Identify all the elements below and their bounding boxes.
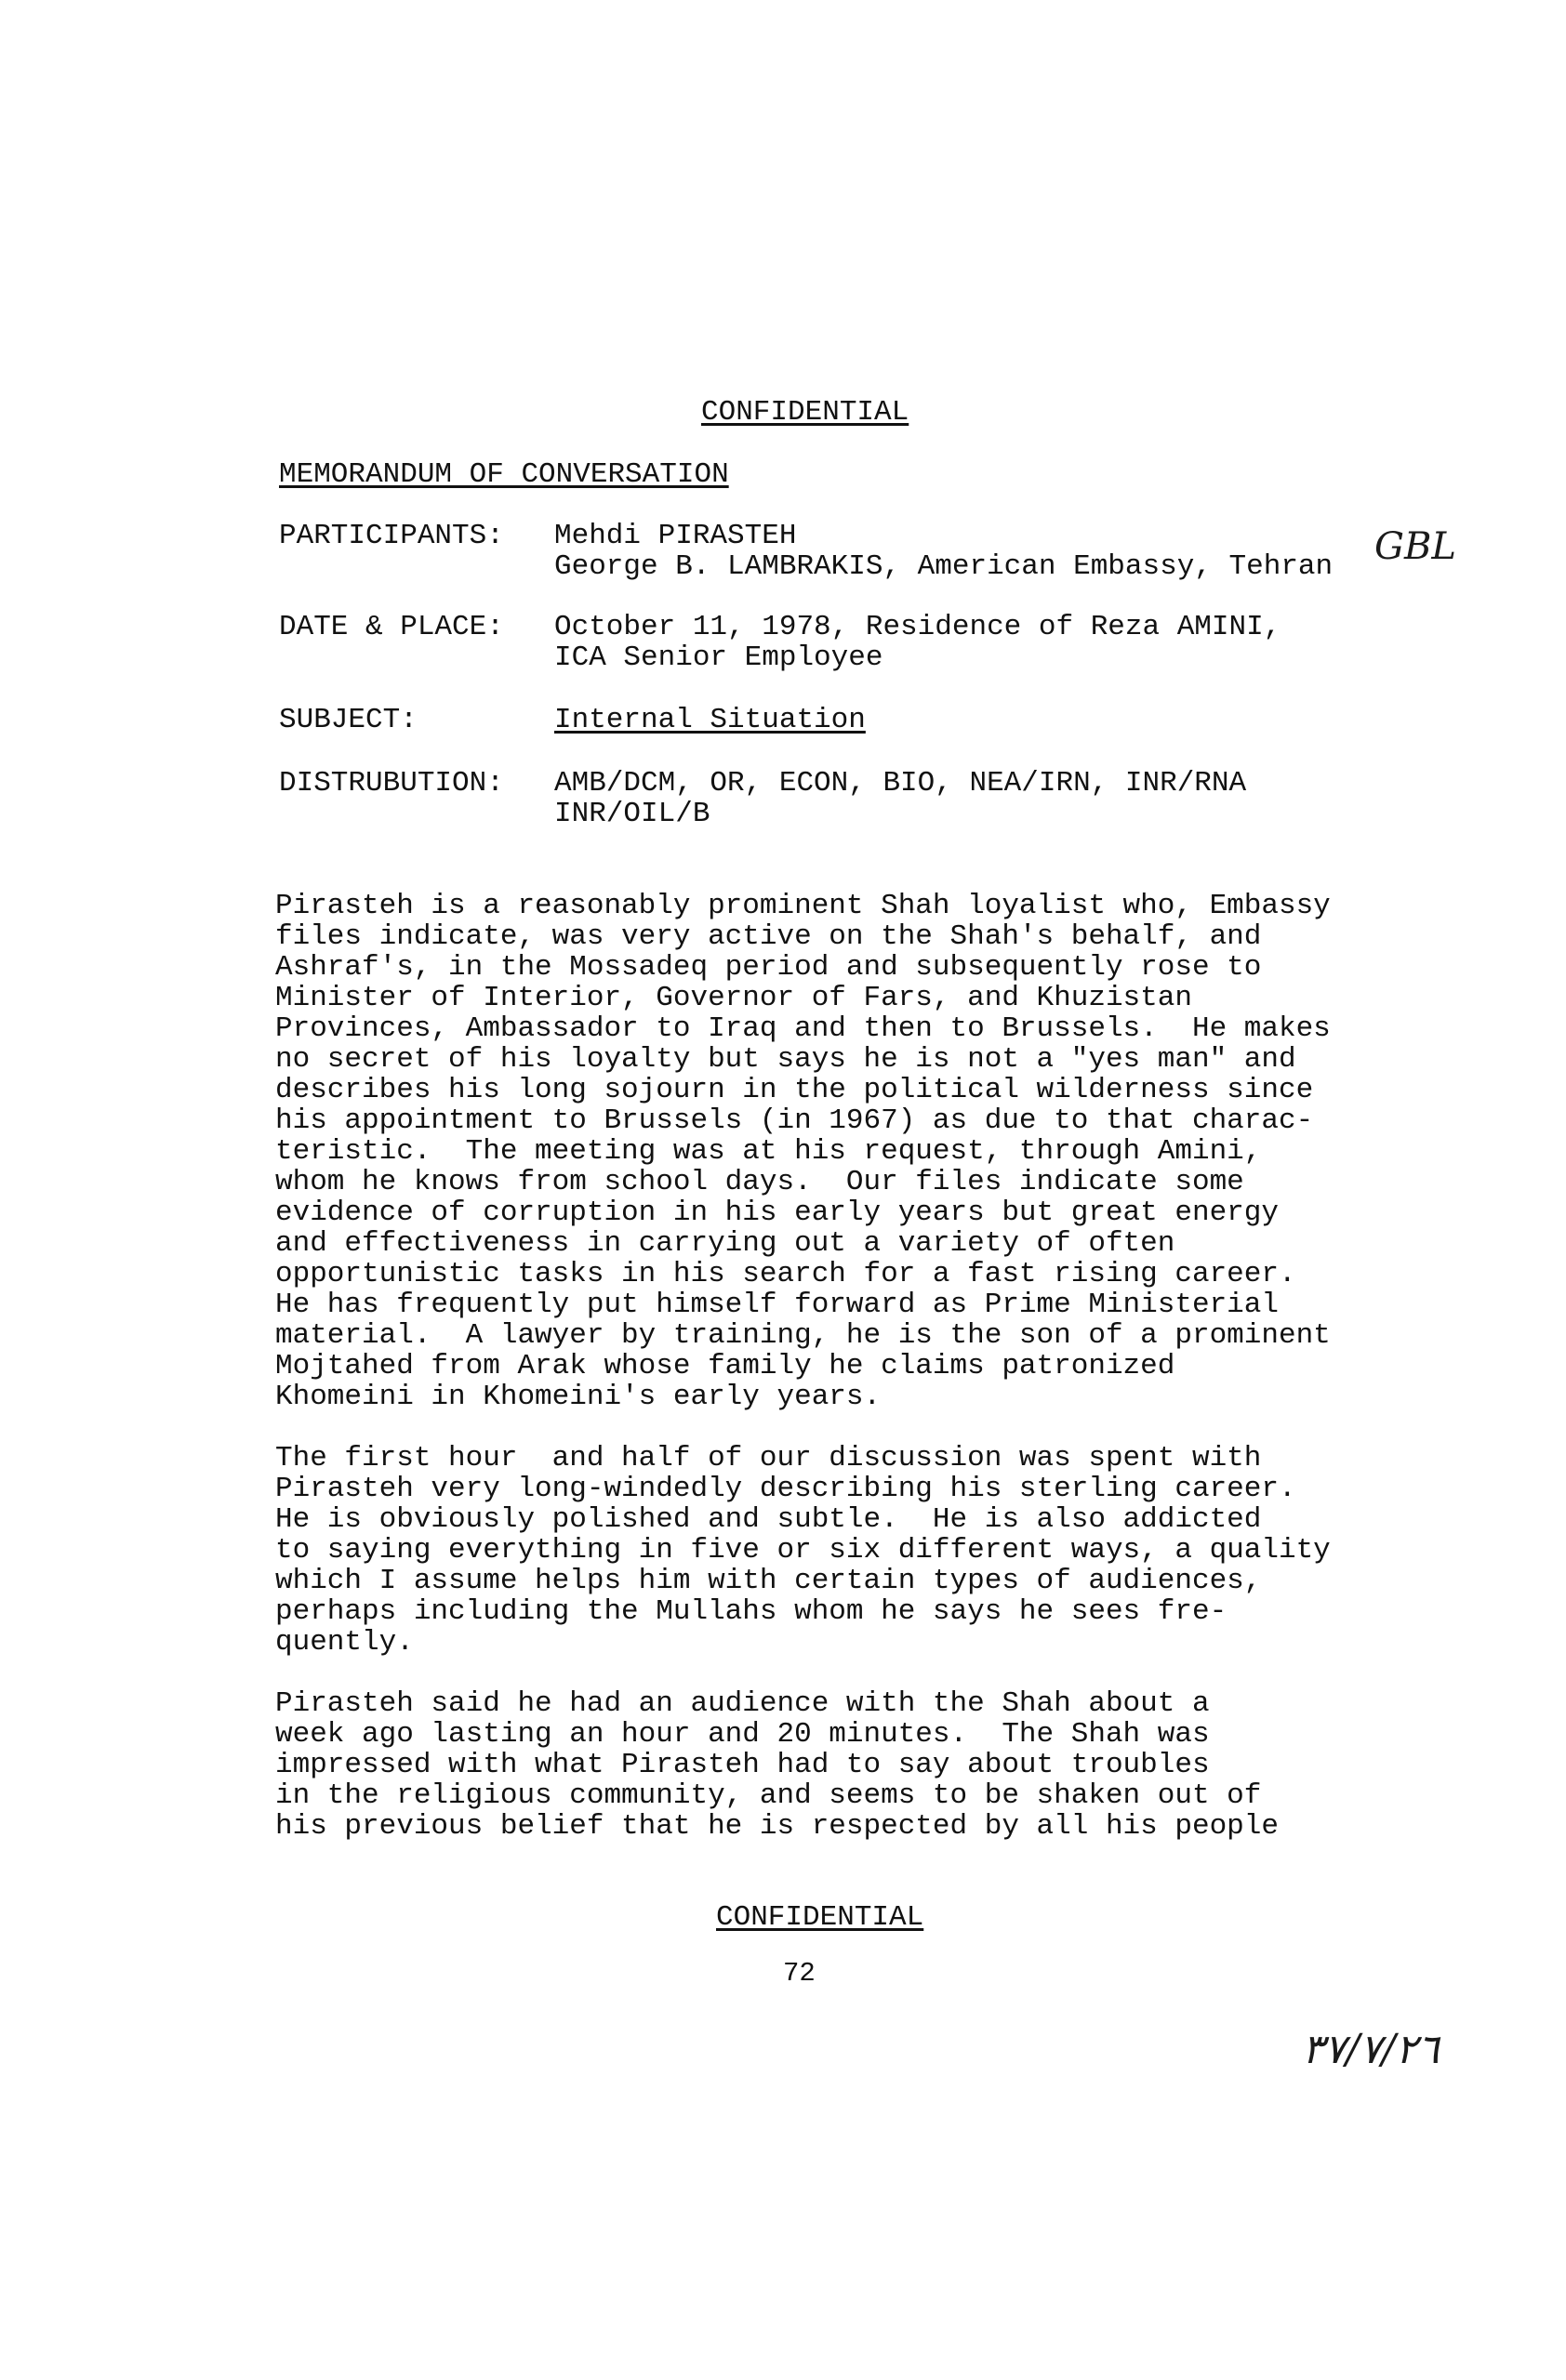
classification-footer: CONFIDENTIAL <box>716 1901 924 1934</box>
subject-value: Internal Situation <box>554 704 866 736</box>
page-number: 72 <box>783 1958 816 1989</box>
body-paragraph-3: Pirasteh said he had an audience with the Shah about a week ago lasting an hour and 20 minutes. The Shah was impressed with what Pirasteh had to say about troubles in the religious community, and seems to be shaken out of his previous belief that he is respected by all his people <box>275 1687 1279 1843</box>
body-paragraph-1: Pirasteh is a reasonably prominent Shah loyalist who, Embassy files indicate, was very active on the Shah's behalf, and Ashraf's, in the Mossadeq period and subsequently rose to Minister of Interior, Governor of Fars, and Khuzistan Provinces, Ambassador to Iraq and then to Brussels. He makes no secret of his loyalty but says he is not a "yes man" and describes his long sojourn in the political wilderness since his appointment to Brussels (in 1967) as due to that charac- teristic. The meeting was at his request, through Amini, whom he knows from school days. Our files indicate some evidence of corruption in his early years but great energy and effectiveness in carrying out a variety of often opportunistic tasks in his search for a fast rising career. He has frequently put himself forward as Prime Ministerial material. A lawyer by training, he is the son of a prominent Mojtahed from Arak whose family he claims patronized Khomeini in Khomeini's early years. <box>275 890 1331 1413</box>
body-paragraph-2: The first hour and half of our discussion was spent with Pirasteh very long-windedly describing his sterling career. He is obviously polished and subtle. He is also addicted to saying everything in five or six different ways, a quality which I assume helps him with certain types of audiences, perhaps including the Mullahs whom he says he sees fre- quently. <box>275 1442 1331 1659</box>
classification-header: CONFIDENTIAL <box>701 396 909 429</box>
handwritten-note: ٣٧/٧/٢٦ <box>1302 2026 1440 2073</box>
distribution-label: DISTRUBUTION: <box>279 767 504 800</box>
subject-label: SUBJECT: <box>279 704 418 736</box>
handwritten-initials: GBL <box>1374 525 1456 568</box>
participants-label: PARTICIPANTS: <box>279 520 504 552</box>
participants-value: Mehdi PIRASTEH George B. LAMBRAKIS, American Embassy, Tehran <box>554 520 1334 583</box>
distribution-value: AMB/DCM, OR, ECON, BIO, NEA/IRN, INR/RNA INR/OIL/B <box>554 767 1247 830</box>
date-place-label: DATE & PLACE: <box>279 611 504 643</box>
memo-title: MEMORANDUM OF CONVERSATION <box>279 458 729 491</box>
date-place-value: October 11, 1978, Residence of Reza AMINI, ICA Senior Employee <box>554 611 1281 674</box>
